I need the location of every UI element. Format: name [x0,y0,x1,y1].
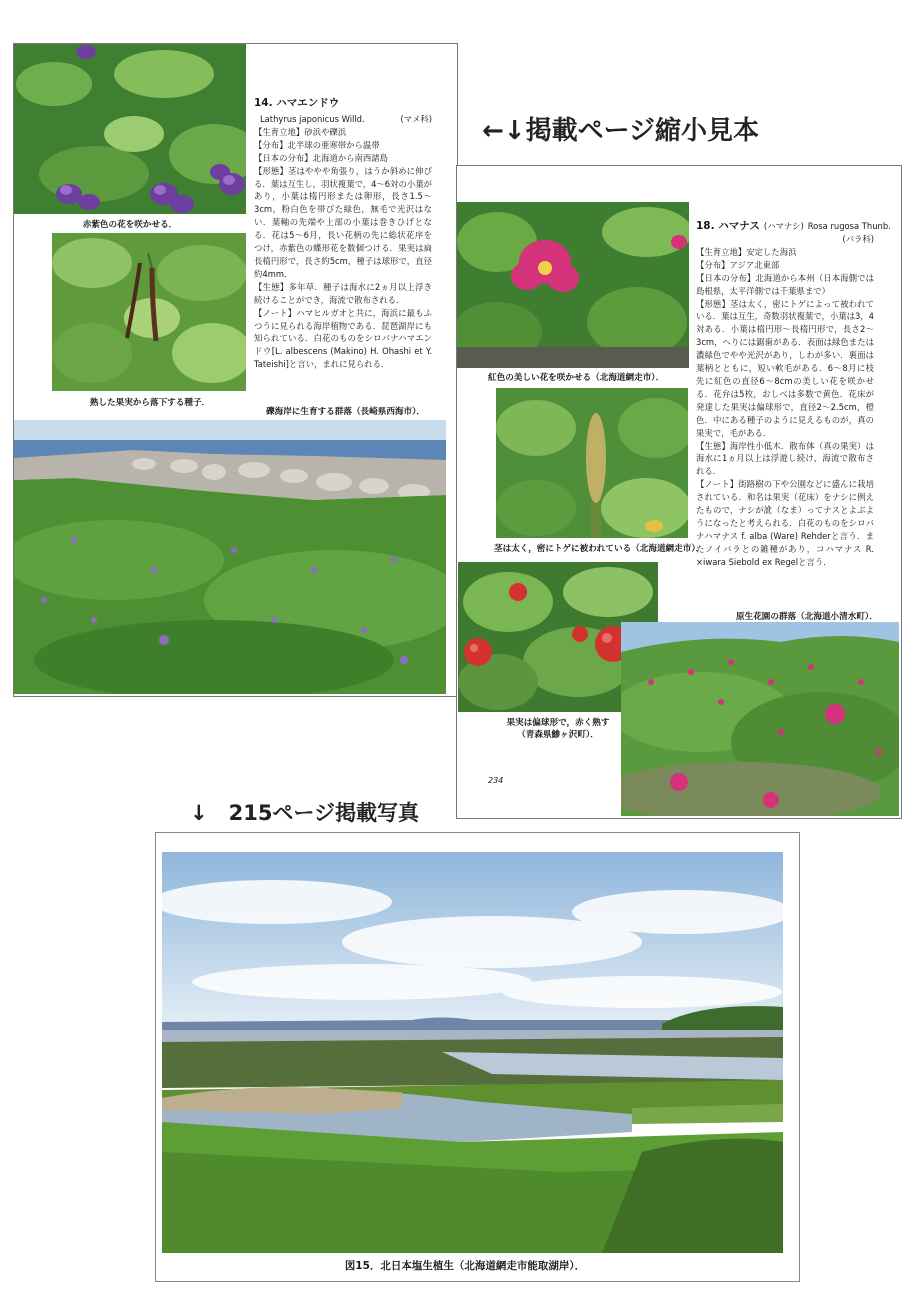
rose-hip-caption-line1: 果実は偏球形で，赤く熟す [506,718,610,728]
right-paragraph: 【生育立地】安定した海浜 [696,246,797,257]
pea-fruit-photo [52,233,246,391]
right-paragraph: 【日本の分布】北海道から本州（日本海側では島根県，太平洋側では千葉県まで） [696,272,874,296]
left-scientific-name: Lathyrus japonicus Willd. [260,114,365,124]
pea-fruit-caption: 熟した果実から落下する種子． [89,398,211,408]
right-paragraph: 【形態】茎は太く，密にトゲによって被われている．葉は互生，奇数羽状複葉で，小葉は3，4対ある．小葉は楕円形～長楕円形で，長さ2～3cm，へりには鋸歯がある．表面は緑色または濃緑色でやや光沢があり，しわが多い．裏面は葉柄とともに，短い軟毛がある．6～8月に枝先に紅色の直径6～8cmの美しい花を咲かせる．花弁は5枚，おしべは多数で黄色．花床が発達した果実は偏球形で，直径2～2.5cm，橙色．中にある種子のように見えるものが，真の果実で，毛がある． [696,298,874,438]
right-kana-name: (ハマナシ) [763,221,804,231]
left-entry-text [254,95,432,371]
left-paragraph: 【生態】多年草．種子は海水に2ヵ月以上浮き続けることができ，海流で散布される． [254,281,432,305]
rose-hip-caption-line2: （青森県鯵ヶ沢町）． [517,730,599,740]
right-scientific-name: Rosa rugosa Thunb. [807,221,891,231]
rose-stem-caption: 茎は太く，密にトゲに被われている（北海道網走市）． [494,544,705,554]
pea-flower-caption: 赤紫色の花を咲かせる． [82,220,178,230]
pea-colony-photo [14,420,446,694]
right-entry-title: 18. ハマナス [696,220,760,232]
left-paragraph: 【形態】茎はややや角張り，はうか斜めに伸びる．葉は互生し，羽状複葉で，4～6対の小葉があり，小葉は楕円形または卵形，長さ1.5～3cm，粉白色を帯びた緑色，無毛で光沢はない．葉軸の先端や上部の小葉は巻きひげとなる．花は5～6月，長い花柄の先に総状花序をつけ，赤紫色の蝶形花を数個つける．果実は扁長楕円形で，長さ約5cm，種子は球形で，直径約4mm． [254,165,432,279]
left-paragraph: 【生育立地】砂浜や礫浜 [254,126,347,137]
rose-stem-photo [496,388,688,538]
salt-marsh-photo [162,852,783,1253]
right-paragraph: 【分布】アジア北東部 [696,259,780,270]
rose-colony-caption: 原生花園の群落（北海道小清水町）． [736,612,878,622]
figure-caption: 図15．北日本塩生植生（北海道網走市能取湖岸）． [344,1260,586,1272]
right-family: (バラ科) [842,234,874,244]
photo-page-heading: ↓ 215ページ掲載写真 [190,801,420,825]
rose-flower-caption: 紅色の美しい花を咲かせる（北海道網走市）． [488,373,665,383]
left-paragraph: 【ノート】ハマヒルガオと共に，海浜に最もふつうに見られる海岸植物である．琵琶湖岸にも知られている．白花のものをシロバナハマエンドウ[L. albescens (Makino) H. Ohashi et Y. Tateishi]と言い，まれに見られる． [254,307,432,370]
rose-colony-photo [621,622,899,816]
pea-colony-caption: 礫海岸に生育する群落（長崎県西海市）． [266,407,425,417]
right-paragraph: 【生態】海岸性小低木．散布体（真の果実）は海水に1ヵ月以上は浮遊し続け，海流で散布される． [696,440,874,477]
left-paragraph: 【日本の分布】北海道から南西諸島 [254,152,388,163]
page-number: 234 [488,776,504,785]
right-entry-text [696,218,891,569]
left-entry-title: 14. ハマエンドウ [254,97,340,109]
rose-flower-photo [457,202,689,368]
sample-pages-heading: ←↓掲載ページ縮小見本 [482,116,760,146]
right-paragraph: 【ノート】街路樹の下や公園などに盛んに栽培されている．和名は果実（花床）をナシに例えたもので，ナシが訛（なま）ってナスとよぶようになったと考えられる．白花のものをシロバナハマナス f. alba (Ware) Rehderと言う．またノイバラとの雑種があり，コハマナス R. ×iwara Siebold ex Regelと言う． [696,479,874,567]
pea-flower-photo [14,44,246,214]
left-family: (マメ科) [400,114,432,124]
left-paragraph: 【分布】北半球の亜寒帯から温帯 [254,139,380,150]
